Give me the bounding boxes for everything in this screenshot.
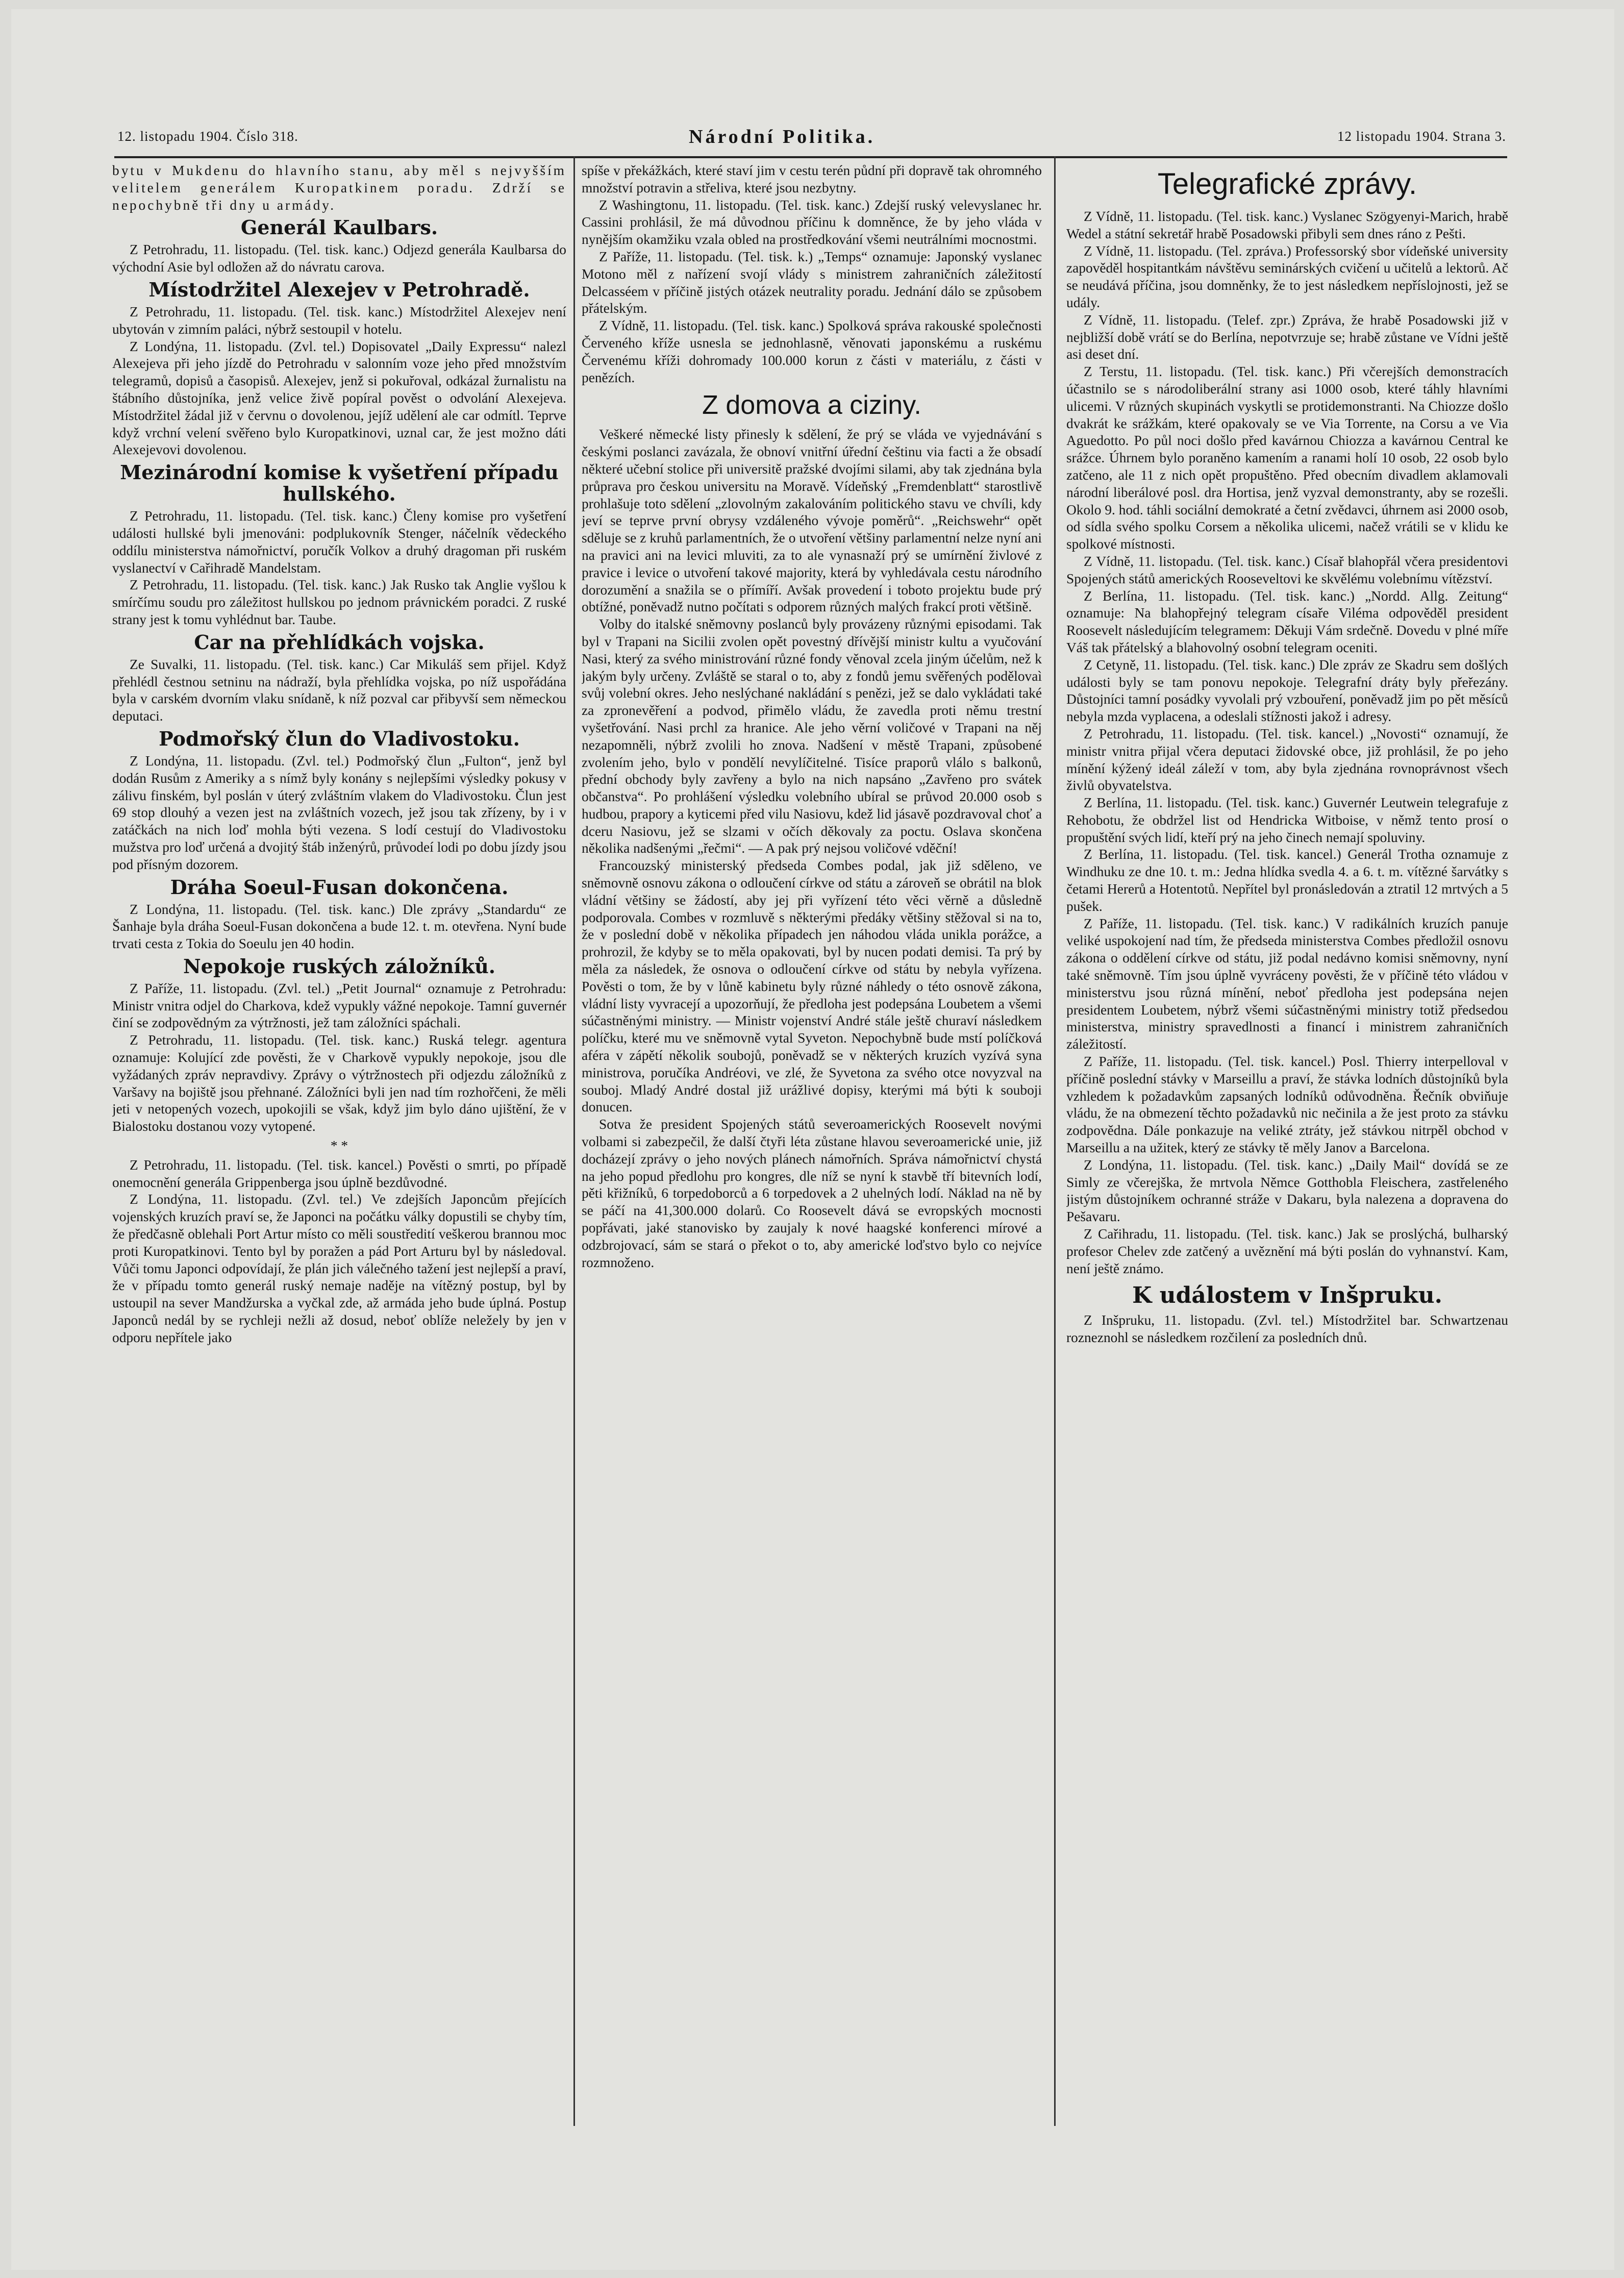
article-text: Z Paříže, 11. listopadu. (Zvl. tel.) „Petit Journal“ oznamuje z Petrohradu: Ministr vnitra odjel do Charkova, kdež vypukly vážné nepokoje. Tamní guvernér činí se zodpovědným za výtržnosti, jež tam záložníci spáchali. bbox=[112, 980, 566, 1031]
article-text: Z Paříže, 11. listopadu. (Tel. tisk. kancel.) Posl. Thierry interpelloval v příčině poslední stávky v Marseillu a praví, že stávka lodních důstojníků byla vzhledem k požadavkům zapsaných lodníků odůvodněna. Řečník obviňuje vládu, že na obmezení těchto požadavků nic nečinila a že jest proto za stávku zodpovědna. Dále ponkazuje na veliké ztráty, jež stávkou nitrpěl obchod v Marseillu a na užitek, který ze stávky tě měly Janov a Barcelona. bbox=[1066, 1054, 1508, 1156]
article-text: Z Londýna, 11. listopadu. (Zvl. tel.) Ve zdejších Japoncům přejících vojenských kruzích praví se, že Japonci na počátku války dopustili se chyby tím, že předčasně oblehali Port Artur místo co měli soustředití veškerou brannou moc proti Kuropatkinovi. Tento byl by poražen a pád Port Arturu byl by následoval. Vůči tomu Japonci odpovídají, že plán jich válečného tažení jest nejlepší a praví, že v případu tomto generál ruský nemaje naděje na vítězný postup, byl by ustoupil na sever Mandžurska a vyčkal zde, až armáda jeho bude úplná. Postup Japonců nedál by se rychleji nežli až dosud, neboť oblíže neležely by jen v odporu nepřítele jako bbox=[112, 1192, 566, 1345]
article-text: Z Londýna, 11. listopadu. (Tel. tisk. kanc.) „Daily Mail“ dovídá se ze Simly ze včerejška, že mrtvola Němce Gotthobla Fleischera, zastřeleného jistým důstojníkem ochranné stráže v Dakaru, byla nalezena a dopravena do Pešavaru. bbox=[1066, 1157, 1508, 1225]
article-text: Francouzský ministerský předseda Combes podal, jak již sděleno, ve sněmovně osnovu zákona o odloučení církve od státu a zároveň se obrátil na blok vládní většiny se žádostí, aby jej při vyřízení této věci věrně a důsledně podporovala. Combes v rozmluvě s některými předáky většiny stěžoval si na to, že v poslední době v několika případech jen náhodou vláda unikla porážce, a prohrozil, že kdyby se to měla opakovati, byl by nucen podati demisi. Ta prý by měla za následek, že osnova o odloučení církve od státu by nebyla vyřízena. Pověsti o tom, že by v lůně kabinetu byly různé náhledy o této osnově zákona, vládní listy vyvracejí a upozorňují, že předloha jest podepsána Loubetem a všemi súčastněnými ministry. — Ministr vojenství André stále ještě churaví následkem políčku, které mu ve sněmovně vytal Syveton. Nepochybně bude mstí políčková aféra v zápětí několik soubojů, poněvadž se v některých kruzích vyzívá syna ministrova, poručíka Andréovi, ve zlé, že Syvetona za svého otce novyzval na souboj. Mladý André dostal již urážlivé dopisy, kterými má býti k souboji donucen. bbox=[582, 858, 1042, 1115]
article-text: Z Petrohradu, 11. listopadu. (Tel. tisk. kanc.) Členy komise pro vyšetření události hullské byli jmenováni: podplukovník Stenger, náčelník vědeckého oddílu ministerstva námořnictví, poručík Volkov a druhý dragoman při ruském vyslanectví v Cařihradě Mandelstam. bbox=[112, 508, 566, 576]
article-text: Z Berlína, 11. listopadu. (Tel. tisk. kanc.) „Nordd. Allg. Zeitung“ oznamuje: Na blahopřejný telegram císaře Viléma odpověděl president Roosevelt následujícím telegramem: Děkuji Vám srdečně. Dovedu v plné míře Váš tak přátelský a blahovolný osobní telegram oceniti. bbox=[1066, 588, 1508, 655]
article-text: Z Washingtonu, 11. listopadu. (Tel. tisk. kanc.) Zdejší ruský velevyslanec hr. Cassini prohlásil, že má důvodnou příčinu k domněnce, že by jeho vláda v nynějším okamžiku vzala obled na prostředkování všemi neutrálními mocnostmi. bbox=[582, 197, 1042, 247]
column-divider bbox=[1054, 156, 1056, 2126]
article-text: Z Berlína, 11. listopadu. (Tel. tisk. kancel.) Generál Trotha oznamuje z Windhuku ze dne 10. t. m.: Jedna hlídka svedla 4. a 6. t. m. vítězné šarvátky s četami Hererů a Hotentotů. Nepřítel byl pronásledován a ztratil 12 mrtvých a 5 pušek. bbox=[1066, 847, 1508, 914]
column-right bbox=[1066, 162, 1508, 2132]
article-text: Z Vídně, 11. listopadu. (Tel. tisk. kanc.) Císař blahopřál včera presidentovi Spojených států amerických Rooseveltovi ke skvělému volebnímu vítězství. bbox=[1066, 553, 1508, 586]
article-text: Sotva že president Spojených států severoamerických Roosevelt novými volbami si zabezpečil, že další čtyři léta zůstane hlavou severoamerické unie, již docházejí zprávy o jeho nových plánech námořních. Správa námořnictví chystá na jeho popud předlohu pro kongres, dle níž se nyní k stavbě tří bitevních lodí, pěti křižníků, 6 torpedoborců a 6 torpedovek a 2 uhelných lodí. Náklad na ně by se páčí na 41,300.000 dolarů. Co Roosevelt dává se evropských mocnosti popřávati, jaké stanovisko by zaujaly k nové haagské konferenci mírové a odzbrojovací, sám se stará o překot o to, aby americké loďstvo bylo co nejvíce rozmnoženo. bbox=[582, 1117, 1042, 1270]
page-header bbox=[117, 126, 1506, 151]
article-headline: Dráha Soeul-Fusan dokončena. bbox=[170, 875, 509, 899]
article-text: Z Paříže, 11. listopadu. (Tel. tisk. kanc.) V radikálních kruzích panuje veliké uspokojení nad tím, že předseda ministerstva Combes předložil osnovu zákona o oddělení církve od státu, již podal nedávno komisi sněmovny, nyní také sněmovně. Tím jsou úplně vyvráceny pověsti, že v příčině této vládou v ministerstvu jsou různá mínění, neboť předloha jest podepsána nejen presidentem Loubetem, nýbrž všemi súčastněnými ministry totiž předsedou ministerstva, ministry spravedlnosti a financí i ministrem zahraničních záležitostí. bbox=[1066, 915, 1508, 1052]
section-headline: Telegrafické zprávy. bbox=[1157, 167, 1417, 201]
article-text: Z Vídně, 11. listopadu. (Tel. zpráva.) Professorský sbor vídeňské university zapověděl hospitantkám návštěvu seminárských cvičení u učitelů a lektorů. Ač se neudává příčina, jsou domněnky, že to jest následkem nepříslojnosti, jež se udály. bbox=[1066, 243, 1508, 310]
article-headline: Mezinárodní komise k vyšetření případu hullského. bbox=[120, 461, 559, 506]
column-left bbox=[112, 162, 566, 2132]
article-text: Ze Suvalki, 11. listopadu. (Tel. tisk. kanc.) Car Mikuláš sem přijel. Když přehlédl čestnou setninu na nádraží, byla přehlídka vojska, po níž uspořádána byla v carském dvorním vlaku snídaně, k níž pozval car přibyvší sem německou deputaci. bbox=[112, 656, 566, 724]
article-headline: Car na přehlídkách vojska. bbox=[194, 630, 485, 654]
article-text: Z Cařihradu, 11. listopadu. (Tel. tisk. kanc.) Jak se proslýchá, bulharský profesor Chelev zde zatčený a uvěznění má býti poslán do vyhnanství. Kam, není ještě známo. bbox=[1066, 1226, 1508, 1276]
article-text: Z Petrohradu, 11. listopadu. (Tel. tisk. kanc.) Místodržitel Alexejev není ubytován v zimním paláci, nýbrž sestoupil v hotelu. bbox=[112, 304, 566, 337]
section-separator: * * bbox=[330, 1138, 348, 1154]
article-text: Z Londýna, 11. listopadu. (Zvl. tel.) Podmořský člun „Fulton“, jenž byl dodán Rusům z Ameriky a s nímž byly konány s nejlepšími výsledky pokusy v zálivu finském, byl poslán v úterý zvláštním vlakem do Vladivostoku. Člun jest 69 stop dlouhý a vezen jest na zvláštních vozech, jež jsou tak zřízeny, by i v zatáčkách na nich loď mohla býti vezena. S lodí cestují do Vladivostoku mužstva pro loď určená a dvojitý štáb inženýrů, průvodeí lodi po dobu jízdy jsou pod přísným dozorem. bbox=[112, 753, 566, 872]
article-headline: Generál Kaulbars. bbox=[240, 216, 438, 239]
article-text: Z Petrohradu, 11. listopadu. (Tel. tisk. kanc.) Odjezd generála Kaulbarsa do východní Asie byl odložen až do návratu carova. bbox=[112, 242, 566, 275]
masthead-title: Národní Politika. bbox=[689, 126, 876, 147]
article-text: spíše v překážkách, které staví jim v cestu terén půdní při dopravě tak ohromného množství potravin a střeliva, které jsou nezbytny. bbox=[582, 163, 1042, 195]
article-headline: Podmořský člun do Vladivostoku. bbox=[159, 727, 520, 750]
column-middle bbox=[582, 162, 1042, 2132]
article-text: Z Petrohradu, 11. listopadu. (Tel. tisk. kanc.) Jak Rusko tak Anglie vyšlou k smírčímu soudu pro záležitost hullskou po jednom právnickém poradci. Z ruské strany jest k tomu vyhlédnut bar. Taube. bbox=[112, 577, 566, 627]
article-text: Z Petrohradu, 11. listopadu. (Tel. tisk. kancel.) „Novosti“ oznamují, že ministr vnitra přijal včera deputaci židovské obce, již prohlásil, že po jeho mínění kýžený ideál záleží v tom, aby byla zjednána rovnoprávnost všech živlů obyvatelstva. bbox=[1066, 726, 1508, 794]
article-text: bytu v Mukdenu do hlavního stanu, aby měl s nejvyšším velitelem generálem Kuropatkinem poradu. Zdrží se nepochybně tři dny u armády. bbox=[112, 163, 566, 213]
header-date-page: 12 listopadu 1904. Strana 3. bbox=[1337, 129, 1506, 144]
article-headline: Místodržitel Alexejev v Petrohradě. bbox=[148, 278, 530, 301]
article-text: Z Londýna, 11. listopadu. (Tel. tisk. kanc.) Dle zprávy „Standardu“ ze Šanhaje byla dráha Soeul-Fusan dokončena a bude 12. t. m. otevřena. Nyní bude trvati cesta z Tokia do Soeulu jen 40 hodin. bbox=[112, 901, 566, 952]
column-divider bbox=[573, 156, 575, 2126]
header-rule bbox=[114, 156, 1507, 158]
article-text: Z Inšpruku, 11. listopadu. (Zvl. tel.) Místodržitel bar. Schwartzenau rozneznohl se následkem rozčilení za posledních dnů. bbox=[1066, 1313, 1508, 1346]
article-text: Z Londýna, 11. listopadu. (Zvl. tel.) Dopisovatel „Daily Expressu“ nalezl Alexejeva při jeho jízdě do Petrohradu v salonním voze jeho před množstvím telegramů, dopisů a časopisů. Alexejev, jenž si pokuřoval, odkázal žurnalistu na štábního důstojníka, jenž velice živě popíral pověst o odvolání Alexejeva. Místodržitel žádal již v červnu o dovolenou, jejíž udělení ale car odmítl. Teprve když vrchní velení svěřeno bylo Kuropatkinovi, uznal car, že jest možno dáti Alexejevovi dovolenou. bbox=[112, 338, 566, 458]
article-headline: Nepokoje ruských záložníků. bbox=[183, 954, 495, 978]
article-text: Volby do italské sněmovny poslanců byly provázeny různými episodami. Tak byl v Trapani na Sicilii zvolen opět povestný dřívější ministr kultu a vyučování Nasi, který za svého ministrování různé fondy věnoval zcela jiným účelům, než k jakým byly určeny. Zvláště se staral o to, aby z fondů jemu svěřených podělovaì svůj volební okres. Jeho neslýchané nakládání s penězi, jež se dalo vykládati také za zpronevěření a podvod, přimělo vládu, že zavedla proti němu trestní vyšetřování. Nasi prchl za hranice. Ale jeho věrní voličové v Trapani na něj nezapomněli, nýbrž zvolili ho znova. Nadšení v městě Trapani, způsobené zvolením jeho, bylo v pondělí nevylíčitelné. Tisíce praporů vlálo s balkonů, přední obchody byly zavřeny a bylo na nich napsáno „Zavřeno pro svátek občanstva“. Po prohlášení výsledku volebního ubíral se průvod 20.000 osob s hudbou, prapory a kyticemi před vilu Nasiovu, kdež lid jásavě pozdravoval choť a dceru Nasiovu, jež se slzami v očích děkovaly za poctu. Oslava skončena několika nadšenými „řečmi“. — A pak prý nejsou voličové vděční! bbox=[582, 616, 1042, 856]
article-text: Z Vídně, 11. listopadu. (Tel. tisk. kanc.) Vyslanec Szögyenyi-Marich, hrabě Wedel a státní sekretář hrabě Posadowski přibyli sem dnes ráno z Pešti. bbox=[1066, 209, 1508, 241]
article-text: Z Petrohradu, 11. listopadu. (Tel. tisk. kancel.) Pověsti o smrti, po případě onemocnění generála Grippenberga jsou úplně bezdůvodné. bbox=[112, 1157, 566, 1190]
article-text: Z Berlína, 11. listopadu. (Tel. tisk. kanc.) Guvernér Leutwein telegrafuje z Rehobotu, že obdržel list od Hendricka Witboise, v němž tento prosí o propuštění svých lidí, kteří prý na jeho činech nemají spoluviny. bbox=[1066, 795, 1508, 845]
article-text: Z Paříže, 11. listopadu. (Tel. tisk. k.) „Temps“ oznamuje: Japonský vyslanec Motono měl z nařízení svojí vlády s ministrem zahraničních záležitostí Delcasséem v příčině jistých otázek neutrality poradu. Jednání dálo se způsobem přátelským. bbox=[582, 249, 1042, 316]
article-text: Z Terstu, 11. listopadu. (Tel. tisk. kanc.) Při včerejších demonstracích účastnilo se s národoliberální strany asi 1000 osob, které táhly hlavními ulicemi. V různých skupinách vyskytli se protidemonstranti. Na Chiozze došlo dvakrát ke srážkám, které opakovaly se ve Via Torrente, na Corsu a ve Via Aguedotto. Po půl noci došlo před kavárnou Chiozza a kavárnou Central ke srážce. Úhrnem bylo poraněno kamením a ranami holí 10 osob, 22 osob bylo zatčeno, ale 11 z nich opět propuštěno. Před obecním divadlem aklamovali národní liberálové posl. dra Hortisa, jenž vyzval demonstranty, aby se rozešli. Okolo 9. hod. táhli sociální demokraté a četní zvědavci, úhrnem asi 2000 osob, od sídla svého spolku Corsem a několika ulicemi, načež vrátili se v klidu ke spolkové místnosti. bbox=[1066, 364, 1508, 552]
article-text: Z Cetyně, 11. listopadu. (Tel. tisk. kanc.) Dle zpráv ze Skadru sem došlých události byly se tam ponovu nepokoje. Telegrafní dráty byly přeřezány. Důstojníci tamní posádky vyvolali prý vzbouření, poněvadž jim po pět měsíců nebyla mzda vyplacena, a odeslali stížnosti jakož i adresy. bbox=[1066, 657, 1508, 725]
article-headline: K událostem v Inšpruku. bbox=[1132, 1282, 1442, 1309]
section-headline: Z domova a ciziny. bbox=[702, 390, 921, 420]
article-text: Veškeré německé listy přinesly k sdělení, že prý se vláda ve vyjednávání s českými poslanci zavázala, že obnoví vnitřní úřední češtinu via facti a že obsadí některé učební stolice při universitě pražské dvojími silami, aby tak zjednána byla průprava pro českou universitu na Moravě. Vídeňský „Fremdenblatt“ starostlivě prohlašuje toto sdělení „zlovolným zakalováním politického stavu ve chvíli, kdy jeví se teprve první obrysy vzdáleného vývoje poměrů“. „Reichswehr“ opět sděluje se z kruhů parlamentních, že o utvoření většiny parlamentní nelze nyní ani na pravici ani na levici mluviti, za to ale vynasnaží prý se umírnění živlové z pravice i levice o utvoření takové majority, která by vyhledávala cestu národního dorozumění a snažila se o přímíří. Avšak provedení i toboto projektu bude prý obtížné, poněvadž nutno počítati s odporem různých malých frakcí proti většině. bbox=[582, 427, 1042, 615]
article-text: Z Vídně, 11. listopadu. (Tel. tisk. kanc.) Spolková správa rakouské společnosti Červeného kříže usnesla se jednohlasně, věnovati japonskému a ruskému Červenému kříži dohromady 100.000 korun z části v materiálu, z části v penězích. bbox=[582, 318, 1042, 385]
article-text: Z Petrohradu, 11. listopadu. (Tel. tisk. kanc.) Ruská telegr. agentura oznamuje: Kolující zde pověsti, že v Charkově vypukly nepokoje, jsou dle vyžádaných zpráv nepravdivy. Zprávy o výtržnostech při odjezdu záložníků z Varšavy na bojiště jsou přehnané. Záložníci byli jen nad tím rozhořčeni, že měli jeti v netopených vozech, upokojili se však, když jim bylo dáno ujištění, že v Bialostoku dostanou vozy vytopené. bbox=[112, 1032, 566, 1134]
header-date-issue: 12. listopadu 1904. Číslo 318. bbox=[117, 129, 298, 144]
article-text: Z Vídně, 11. listopadu. (Telef. zpr.) Zpráva, že hrabě Posadowski již v nejbližší době vrátí se do Berlína, nepotvrzuje se; hrabě zůstane ve Vídni ještě asi deset dní. bbox=[1066, 312, 1508, 362]
